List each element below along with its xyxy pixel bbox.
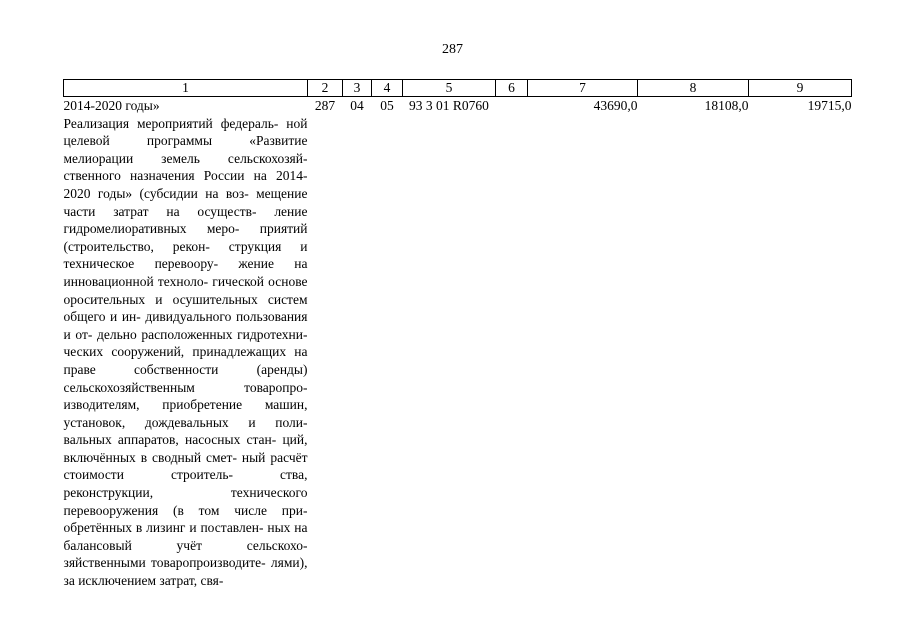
column-header-2: 2: [308, 80, 343, 97]
column-header-3: 3: [343, 80, 372, 97]
cell-subsection-code: 05: [380, 98, 394, 113]
column-header-6: 6: [496, 80, 528, 97]
cell-ministry-code: 287: [314, 98, 336, 113]
cell-expense-type: [496, 97, 528, 590]
cell-section-code: 04: [350, 98, 364, 113]
column-header-1: 1: [64, 80, 308, 97]
table-row: [64, 97, 852, 590]
budget-table: [63, 79, 852, 590]
header-row: [64, 80, 852, 97]
row-description: Реализация мероприятий федераль- ной целевой программы «Развитие мелиорации земель сельскохозяй- ственного назначения России на 2014-2020 годы» (субсидии на воз- мещение части затрат на осуществ- ление гидромелиоративных меро- приятий (строительство, рекон- струкция и техническое перевоору- жение на инновационной техноло- гической основе оросительных и осушительных систем общего и ин- дивидуального пользования и от- дельно расположенных гидротехни- ческих сооружений, принадлежащих на праве собственности (аренды) сельскохозяйственным товаропро- изводителям, приобретение машин, установок, дождевальных и поли- вальных аппаратов, насосных стан- ций, включённых в сводный смет- ный расчёт стоимости строитель- ства, реконструкции, технического перевооружения (в том числе при- обретённых в лизинг и поставлен- ных на балансовый учёт сельскохо- зяйственными товаропроизводите- лями), за исключением затрат, свя-: [63, 115, 308, 589]
cell-amount-total: 43690,0: [593, 98, 638, 113]
cell-target-article: 93 3 01 R0760: [409, 98, 489, 113]
column-header-9: 9: [749, 80, 852, 97]
cell-amount-col9: 19715,0: [807, 98, 852, 113]
column-header-5: 5: [403, 80, 496, 97]
page-number: 287: [442, 42, 463, 57]
column-header-8: 8: [638, 80, 749, 97]
column-header-4: 4: [372, 80, 403, 97]
column-header-7: 7: [528, 80, 638, 97]
cell-amount-col8: 18108,0: [704, 98, 749, 113]
row-description-cell: [64, 97, 308, 590]
row-continuation-line: 2014-2020 годы»: [63, 98, 160, 113]
